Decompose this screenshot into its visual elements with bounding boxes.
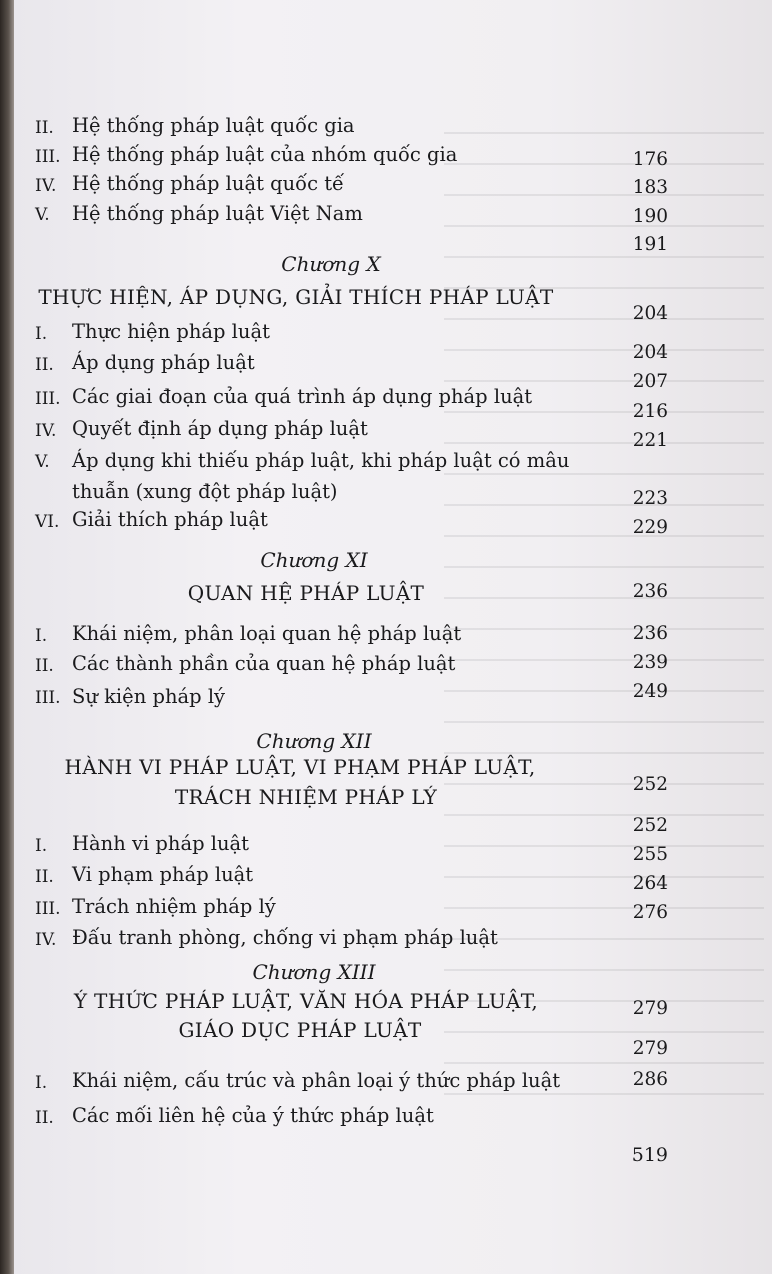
toc-number: I. (35, 1073, 48, 1093)
toc-number: III. (35, 147, 61, 167)
toc-entry: Hệ thống pháp luật quốc gia (72, 114, 355, 137)
toc-entry-continued: thuẫn (xung đột pháp luật) (72, 480, 338, 503)
chapter-label: Chương XI (260, 548, 368, 572)
page-ref: 276 (632, 902, 668, 923)
page-ref: 204 (632, 342, 668, 363)
toc-entry: Các giai đoạn của quá trình áp dụng pháp luật (72, 385, 533, 408)
toc-entry: Áp dụng pháp luật (72, 351, 255, 374)
toc-number: III. (35, 899, 61, 919)
toc-number: III. (35, 389, 61, 409)
page-ref: 286 (632, 1069, 668, 1090)
page-ref: 279 (632, 1038, 668, 1059)
chapter-label: Chương X (281, 252, 381, 276)
page-ref: 255 (632, 844, 668, 865)
page-ref: 252 (632, 774, 668, 795)
toc-entry: Các mối liên hệ của ý thức pháp luật (72, 1104, 434, 1127)
toc-entry: Quyết định áp dụng pháp luật (72, 417, 368, 440)
toc-number: II. (35, 867, 54, 887)
toc-number: IV. (35, 176, 57, 196)
toc-number: I. (35, 626, 48, 646)
toc-entry: Hệ thống pháp luật quốc tế (72, 172, 345, 195)
toc-entry: Đấu tranh phòng, chống vi phạm pháp luật (72, 926, 498, 949)
toc-number: VI. (35, 512, 60, 532)
toc-entry: Giải thích pháp luật (72, 508, 268, 531)
chapter-title-line1: HÀNH VI PHÁP LUẬT, VI PHẠM PHÁP LUẬT, (64, 755, 536, 779)
toc-entry: Trách nhiệm pháp lý (72, 895, 276, 918)
chapter-title-line1: Ý THỨC PHÁP LUẬT, VĂN HÓA PHÁP LUẬT, (73, 989, 539, 1013)
toc-number: III. (35, 688, 61, 708)
toc-entry: Hành vi pháp luật (72, 832, 250, 855)
page-ref: 191 (632, 234, 668, 255)
toc-entry: Các thành phần của quan hệ pháp luật (72, 652, 456, 675)
page-ref: 236 (632, 581, 668, 602)
toc-number: II. (35, 118, 54, 138)
chapter-title-line2: TRÁCH NHIỆM PHÁP LÝ (174, 785, 438, 809)
page-ref: 216 (632, 401, 668, 422)
page-ref: 229 (632, 517, 668, 538)
page-ref: 236 (632, 623, 668, 644)
toc-entry: Vi phạm pháp luật (72, 863, 254, 886)
toc-entry: Sự kiện pháp lý (72, 685, 226, 708)
toc-number: II. (35, 656, 54, 676)
page-ref: 249 (632, 681, 668, 702)
toc-entry: Khái niệm, cấu trúc và phân loại ý thức pháp luật (72, 1069, 561, 1092)
chapter-title: THỰC HIỆN, ÁP DỤNG, GIẢI THÍCH PHÁP LUẬT (38, 285, 554, 309)
chapter-label: Chương XII (256, 729, 372, 753)
toc-entry: Khái niệm, phân loại quan hệ pháp luật (72, 622, 462, 645)
toc-number: IV. (35, 421, 57, 441)
page-ref: 252 (632, 815, 668, 836)
chapter-title-line2: GIÁO DỤC PHÁP LUẬT (178, 1018, 422, 1042)
toc-number: II. (35, 1108, 54, 1128)
page-ref: 279 (632, 998, 668, 1019)
toc-entry: Thực hiện pháp luật (72, 320, 270, 343)
chapter-label: Chương XIII (252, 960, 376, 984)
page-ref: 183 (632, 177, 668, 198)
toc-entry: Hệ thống pháp luật Việt Nam (72, 202, 363, 225)
page-ref: 190 (632, 206, 668, 227)
page-ref: 223 (632, 488, 668, 509)
toc-entry: Hệ thống pháp luật của nhóm quốc gia (72, 143, 458, 166)
toc-number: V. (35, 205, 50, 225)
chapter-title: QUAN HỆ PHÁP LUẬT (187, 581, 425, 605)
page-ref: 176 (632, 149, 668, 170)
toc-number: V. (35, 452, 50, 472)
page-ref: 204 (632, 303, 668, 324)
toc-number: I. (35, 836, 48, 856)
page-number: 519 (631, 1144, 668, 1166)
page-ref: 264 (632, 873, 668, 894)
toc-number: II. (35, 355, 54, 375)
page-ref: 221 (632, 430, 668, 451)
toc-number: I. (35, 324, 48, 344)
page-ref: 239 (632, 652, 668, 673)
toc-entry: Áp dụng khi thiếu pháp luật, khi pháp luật có mâu (72, 449, 570, 472)
page-ref: 207 (632, 371, 668, 392)
toc-number: IV. (35, 930, 57, 950)
